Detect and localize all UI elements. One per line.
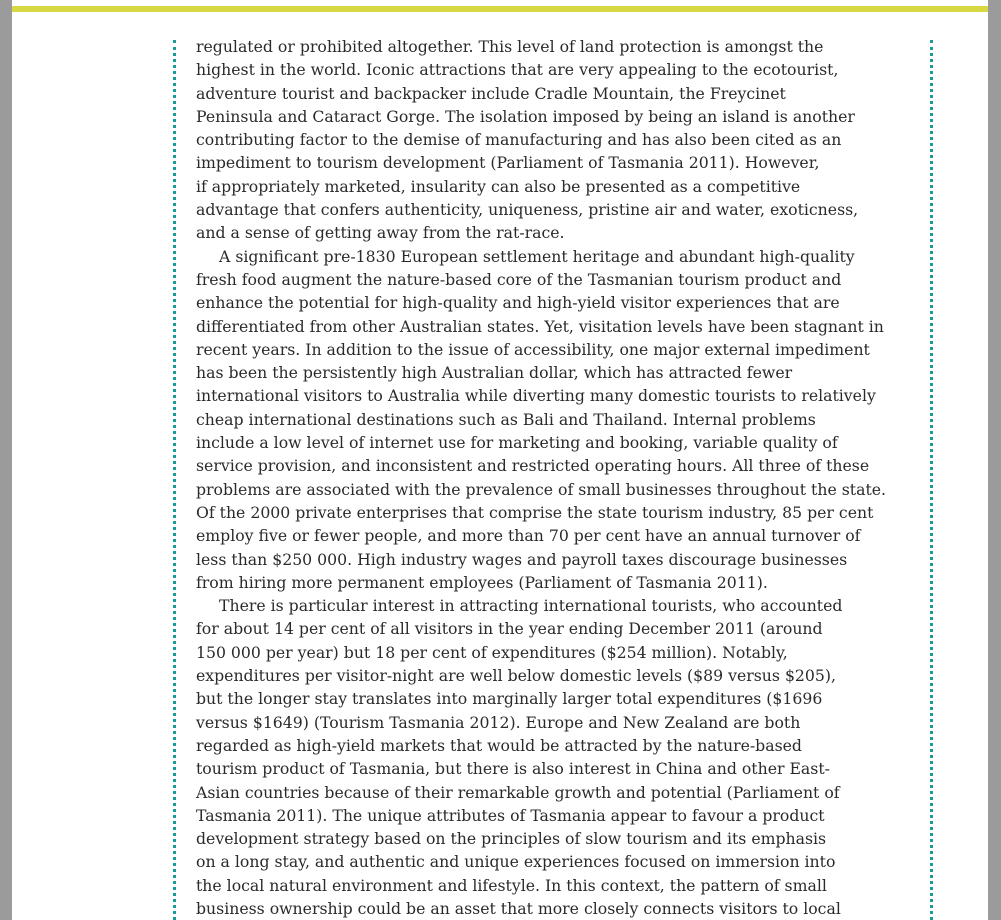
text-line: service provision, and inconsistent and restricted operating hours. All three of these: [196, 456, 870, 476]
body-text: [196, 35, 887, 920]
text-line: but the longer stay translates into marginally larger total expenditures ($1696: [196, 689, 823, 709]
text-line: adventure tourist and backpacker include Cradle Mountain, the Freycinet: [196, 83, 786, 103]
text-line: international visitors to Australia while diverting many domestic tourists to relatively: [196, 386, 876, 406]
text-line: impediment to tourism development (Parliament of Tasmania 2011). However,: [196, 153, 820, 173]
text-line: business ownership could be an asset that more closely connects visitors to local: [196, 898, 841, 918]
text-line: from hiring more permanent employees (Parliament of Tasmania 2011).: [196, 572, 768, 592]
text-line: recent years. In addition to the issue of accessibility, one major external impediment: [196, 339, 870, 359]
text-line: There is particular interest in attracting international tourists, who accounted: [219, 596, 843, 616]
text-line: the local natural environment and lifestyle. In this context, the pattern of small: [196, 875, 827, 895]
text-line: has been the persistently high Australian dollar, which has attracted fewer: [196, 363, 793, 383]
text-line: advantage that confers authenticity, uniqueness, pristine air and water, exoticness,: [196, 200, 859, 220]
text-line: include a low level of internet use for marketing and booking, variable quality of: [196, 433, 838, 453]
text-line: 150 000 per year) but 18 per cent of expenditures ($254 million). Notably,: [196, 642, 788, 662]
text-line: employ five or fewer people, and more than 70 per cent have an annual turnover of: [196, 526, 861, 546]
top-accent-band: [12, 6, 988, 12]
text-line: differentiated from other Australian states. Yet, visitation levels have been stagnant in: [196, 316, 884, 336]
text-line: versus $1649) (Tourism Tasmania 2012). Europe and New Zealand are both: [196, 712, 801, 732]
text-line: Peninsula and Cataract Gorge. The isolation imposed by being an island is another: [196, 106, 855, 126]
text-line: Asian countries because of their remarkable growth and potential (Parliament of: [196, 782, 840, 802]
text-line: for about 14 per cent of all visitors in the year ending December 2011 (around: [196, 619, 823, 639]
text-line: Tasmania 2011). The unique attributes of Tasmania appear to favour a product: [196, 805, 825, 825]
text-line: contributing factor to the demise of manufacturing and has also been cited as an: [196, 130, 842, 150]
text-line: fresh food augment the nature-based core of the Tasmanian tourism product and: [196, 269, 842, 289]
right-dotted-rule: [930, 40, 933, 920]
text-line: development strategy based on the principles of slow tourism and its emphasis: [196, 829, 827, 849]
text-line: expenditures per visitor-night are well below domestic levels ($89 versus $205),: [196, 666, 836, 686]
text-line: if appropriately marketed, insularity can also be presented as a competitive: [196, 176, 801, 196]
text-line: regarded as high-yield markets that would be attracted by the nature-based: [196, 735, 802, 755]
left-dotted-rule: [173, 40, 176, 920]
document-page: [12, 0, 988, 920]
text-line: highest in the world. Iconic attractions that are very appealing to the ecotourist,: [196, 60, 839, 80]
text-line: problems are associated with the prevalence of small businesses throughout the state.: [196, 479, 887, 499]
text-line: tourism product of Tasmania, but there is also interest in China and other East-: [196, 759, 830, 779]
text-line: enhance the potential for high-quality and high-yield visitor experiences that are: [196, 293, 840, 313]
text-line: A significant pre-1830 European settlement heritage and abundant high-quality: [219, 246, 855, 266]
text-line: Of the 2000 private enterprises that comprise the state tourism industry, 85 per cent: [196, 502, 874, 522]
text-line: regulated or prohibited altogether. This level of land protection is amongst the: [196, 37, 824, 56]
text-line: cheap international destinations such as Bali and Thailand. Internal problems: [196, 409, 816, 429]
text-line: less than $250 000. High industry wages and payroll taxes discourage businesses: [196, 549, 848, 569]
text-line: and a sense of getting away from the rat-race.: [196, 223, 565, 243]
text-line: on a long stay, and authentic and unique experiences focused on immersion into: [196, 852, 836, 872]
